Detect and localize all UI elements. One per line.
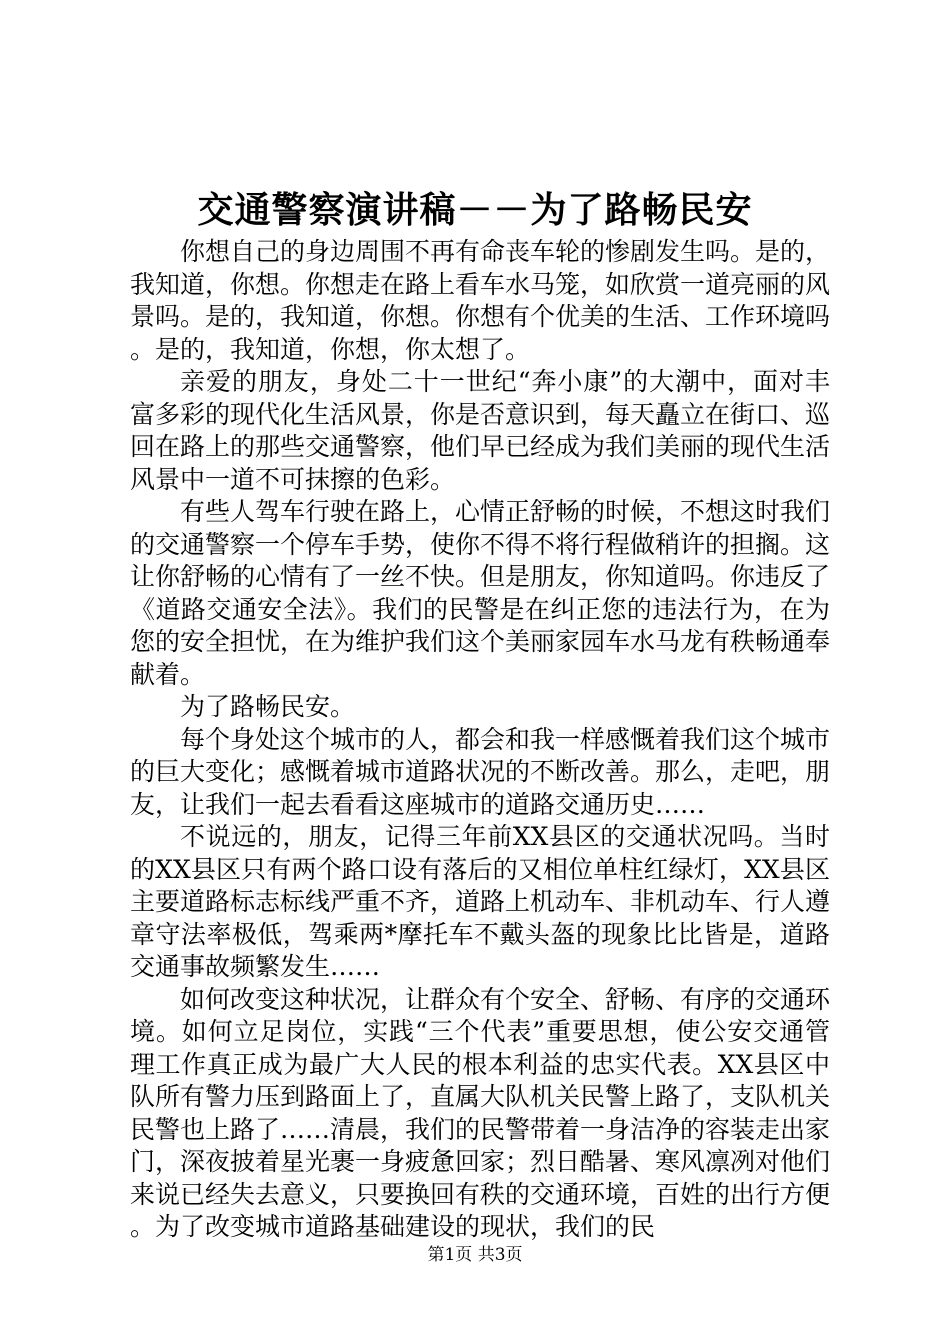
document-body	[130, 236, 830, 1244]
paragraph: 你想自己的身边周围不再有命丧车轮的惨剧发生吗。是的，我知道，你想。你想走在路上看车水马笼，如欣赏一道亮丽的风景吗。是的，我知道，你想。你想有个优美的生活、工作环境吗。是的，我知道，你想，你太想了。	[130, 237, 831, 364]
document-title: 交通警察演讲稿－－为了路畅民安	[197, 189, 753, 231]
paragraph: 为了路畅民安。	[180, 692, 356, 721]
paragraph: 不说远的，朋友，记得三年前XX县区的交通状况吗。当时的XX县区只有两个路口设有落后的又相位单柱红绿灯，XX县区主要道路标志标线严重不齐，道路上机动车、非机动车、行人遵章守法率极低，驾乘两*摩托车不戴头盔的现象比比皆是，道路交通事故频繁发生……	[130, 822, 831, 981]
paragraph: 每个身处这个城市的人，都会和我一样感慨着我们这个城市的巨大变化；感慨着城市道路状况的不断改善。那么，走吧，朋友，让我们一起去看看这座城市的道路交通历史……	[130, 724, 831, 819]
paragraph: 如何改变这种状况，让群众有个安全、舒畅、有序的交通环境。如何立足岗位，实践“三个代表”重要思想，使公安交通管理工作真正成为最广大人民的根本利益的忠实代表。XX县区中队所有警力压到路面上了，直属大队机关民警上路了，支队机关民警也上路了……清晨，我们的民警带着一身洁净的容装走出家门，深夜披着星光裹一身疲惫回家；烈日酷暑、寒风凛冽对他们来说已经失去意义，只要换回有秩的交通环境，百姓的出行方便。为了改变城市道路基础建设的现状，我们的民	[130, 984, 831, 1241]
paragraph: 亲爱的朋友，身处二十一世纪“奔小康”的大潮中，面对丰富多彩的现代化生活风景，你是否意识到，每天矗立在街口、巡回在路上的那些交通警察，他们早已经成为我们美丽的现代生活风景中一道不可抹擦的色彩。	[130, 367, 831, 494]
paragraph: 有些人驾车行驶在路上，心情正舒畅的时候，不想这时我们的交通警察一个停车手势，使你不得不将行程做稍许的担搁。这让你舒畅的心情有了一丝不快。但是朋友，你知道吗。你违反了《道路交通安全法》。我们的民警是在纠正您的违法行为，在为您的安全担忧，在为维护我们这个美丽家园车水马龙有秩畅通奉献着。	[130, 497, 831, 689]
page-number-footer: 第1页 共3页	[427, 1245, 523, 1265]
